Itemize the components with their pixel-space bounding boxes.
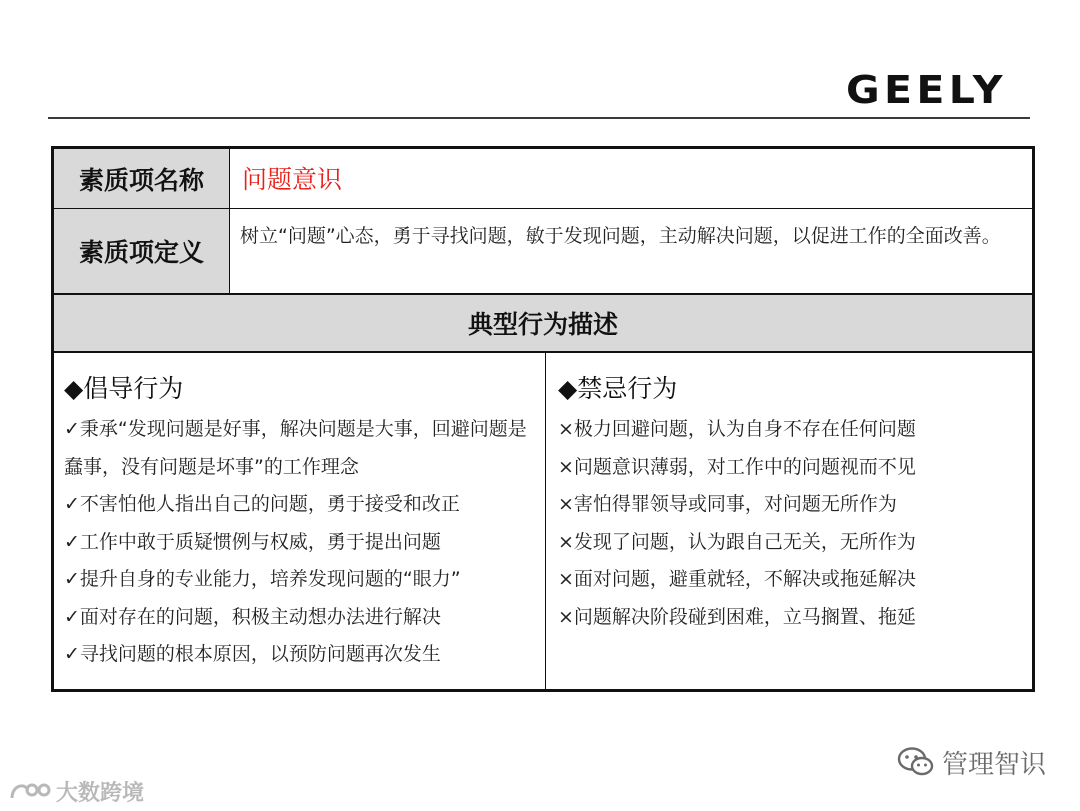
advocated-behavior-text: 寻找问题的根本原因，以预防问题再次发生	[79, 643, 441, 665]
wechat-watermark	[896, 742, 1046, 782]
advocated-behavior-text: 秉承“发现问题是好事，解决问题是大事，回避问题是蠢事，没有问题是坏事”的工作理念	[64, 418, 527, 478]
forbidden-behavior-item	[558, 486, 1024, 524]
competency-definition-row	[54, 209, 1032, 295]
behavior-lists-row	[54, 353, 1032, 689]
brand-mark-icon	[8, 776, 52, 806]
forbidden-behaviors-list	[558, 411, 1024, 636]
forbidden-behavior-item	[558, 599, 1024, 637]
competency-definition-cell	[230, 209, 1032, 293]
forbidden-behaviors-title: ◆禁忌行为	[558, 374, 678, 403]
forbidden-behaviors-column	[546, 353, 1032, 689]
checkmark-icon: ✓	[64, 568, 80, 590]
competency-name-cell	[230, 149, 1032, 208]
competency-name-value: 问题意识	[242, 165, 343, 194]
advocated-behavior-item	[64, 636, 537, 674]
advocated-behavior-text: 不害怕他人指出自己的问题，勇于接受和改正	[79, 493, 460, 515]
header-divider	[48, 117, 1030, 119]
advocated-behavior-text: 提升自身的专业能力，培养发现问题的“眼力”	[79, 568, 461, 590]
forbidden-behavior-item	[558, 449, 1024, 487]
wechat-watermark-text: 管理智识	[942, 749, 1047, 780]
advocated-behavior-item	[64, 486, 537, 524]
advocated-behaviors-column	[54, 353, 546, 689]
competency-table	[51, 146, 1035, 692]
advocated-behavior-item	[64, 599, 537, 637]
source-watermark	[8, 774, 144, 808]
advocated-behavior-text: 工作中敢于质疑惯例与权威，勇于提出问题	[79, 530, 441, 553]
competency-definition-value: 树立“问题”心态，勇于寻找问题，敏于发现问题，主动解决问题，以促进工作的全面改善。	[240, 225, 1001, 247]
checkmark-icon: ✓	[64, 418, 80, 440]
forbidden-behavior-text: 发现了问题，认为跟自己无关，无所作为	[573, 530, 916, 553]
forbidden-behavior-text: 极力回避问题，认为自身不存在任何问题	[573, 418, 916, 440]
forbidden-behavior-item	[558, 411, 1024, 449]
advocated-behaviors-title: ◆倡导行为	[64, 374, 184, 403]
wechat-icon	[896, 745, 936, 779]
cross-icon: ×	[558, 418, 574, 440]
competency-name-row	[54, 149, 1032, 209]
forbidden-behavior-item	[558, 561, 1024, 599]
cross-icon: ×	[558, 493, 574, 515]
checkmark-icon: ✓	[64, 493, 80, 515]
source-watermark-text: 大数跨境	[56, 780, 145, 806]
competency-definition-label: 素质项定义	[54, 209, 230, 293]
cross-icon: ×	[558, 530, 574, 553]
advocated-behavior-item	[64, 561, 537, 599]
forbidden-behavior-text: 害怕得罪领导或同事，对问题无所作为	[573, 493, 897, 515]
advocated-behaviors-list	[64, 411, 537, 674]
competency-name-label: 素质项名称	[54, 149, 230, 208]
forbidden-behavior-item	[558, 524, 1024, 562]
checkmark-icon: ✓	[64, 643, 80, 665]
cross-icon: ×	[558, 605, 574, 628]
cross-icon: ×	[558, 455, 574, 478]
checkmark-icon: ✓	[64, 605, 80, 628]
forbidden-behavior-text: 问题解决阶段碰到困难，立马搁置、拖延	[573, 605, 916, 628]
advocated-behavior-item	[64, 524, 537, 562]
forbidden-behavior-text: 问题意识薄弱，对工作中的问题视而不见	[573, 455, 916, 478]
checkmark-icon: ✓	[64, 530, 80, 553]
advocated-behavior-item	[64, 411, 537, 486]
forbidden-behavior-text: 面对问题，避重就轻，不解决或拖延解决	[573, 568, 916, 590]
cross-icon: ×	[558, 568, 574, 590]
behavior-section-header: 典型行为描述	[54, 295, 1032, 353]
advocated-behavior-text: 面对存在的问题，积极主动想办法进行解决	[79, 605, 441, 628]
geely-logo: GEELY	[846, 68, 1007, 112]
